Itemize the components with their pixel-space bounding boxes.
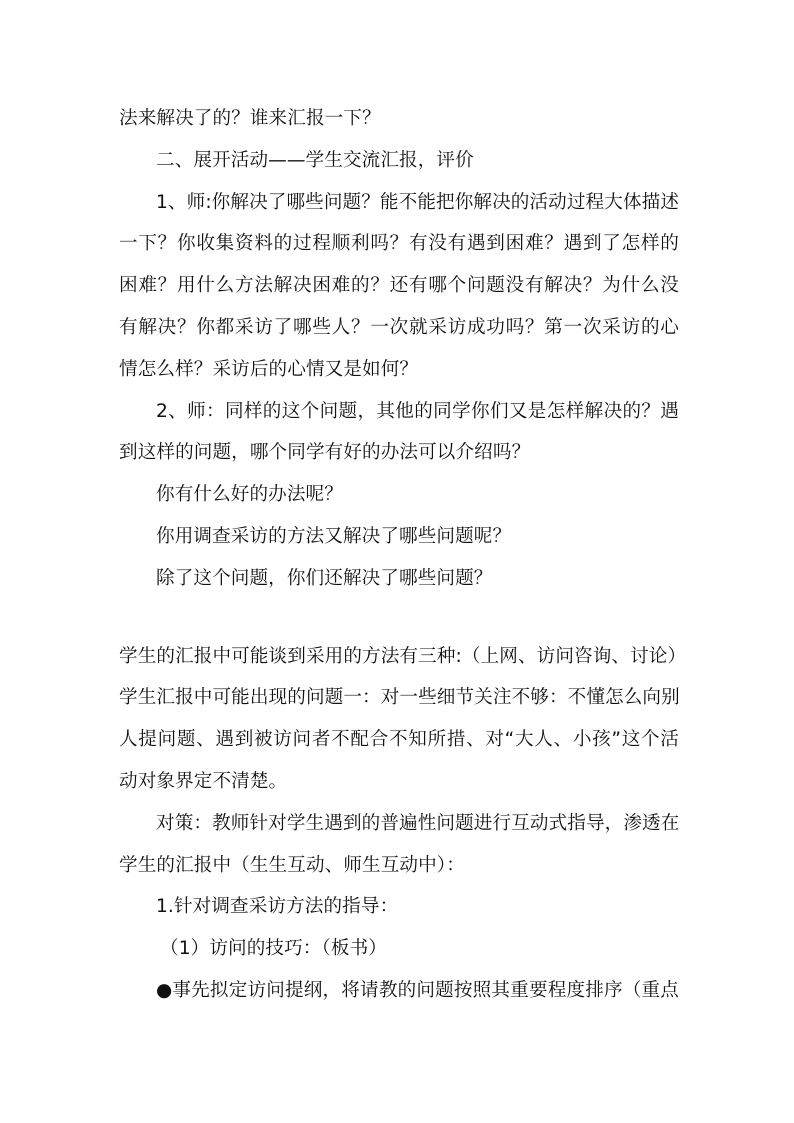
paragraph-line-4: 一下？你收集资料的过程顺利吗？有没有遇到困难？遇到了怎样的 bbox=[119, 233, 679, 255]
paragraph-line-17: 对策：教师针对学生遇到的普遍性问题进行互动式指导，渗透在 bbox=[156, 812, 680, 834]
question-line-1: 你有什么好的办法呢？ bbox=[156, 484, 343, 506]
paragraph-line-14: 学生汇报中可能出现的问题一：对一些细节关注不够：不懂怎么向别 bbox=[119, 687, 680, 709]
paragraph-line-3: 1、师:你解决了哪些问题？能不能把你解决的活动过程大体描述 bbox=[156, 191, 680, 213]
question-line-3: 除了这个问题，你们还解决了哪些问题？ bbox=[156, 567, 493, 589]
paragraph-line-6: 有解决？你都采访了哪些人？一次就采访成功吗？第一次采访的心 bbox=[119, 316, 679, 338]
bullet-line-1: ●事先拟定访问提纲，将请教的问题按照其重要程度排序（重点 bbox=[156, 979, 679, 1001]
paragraph-gap bbox=[119, 600, 679, 636]
subheading-1: 1.针对调查采访方法的指导： bbox=[156, 896, 399, 918]
document-body bbox=[119, 98, 687, 1012]
question-line-2: 你用调查采访的方法又解决了哪些问题呢？ bbox=[156, 525, 512, 547]
paragraph-line-18: 学生的汇报中（生生互动、师生互动中）： bbox=[119, 854, 465, 876]
paragraph-line-15: 人提问题、遇到被访问者不配合不知所措、对“大人、小孩”这个活 bbox=[119, 729, 679, 751]
paragraph-line-9: 到这样的问题，哪个同学有好的办法可以介绍吗？ bbox=[119, 442, 531, 464]
paragraph-line-13: 学生的汇报中可能谈到采用的方法有三种:（上网、访问咨询、讨论） bbox=[119, 645, 687, 667]
section-heading: 二、展开活动——学生交流汇报，评价 bbox=[156, 149, 474, 171]
paragraph-line-1: 法来解决了的？谁来汇报一下？ bbox=[119, 108, 381, 129]
paragraph-line-5: 困难？用什么方法解决困难的？还有哪个问题没有解决？为什么没 bbox=[119, 275, 679, 297]
subheading-1-1: （1）访问的技巧：（板书） bbox=[160, 938, 387, 960]
paragraph-line-7: 情怎么样？采访后的心情又是如何？ bbox=[119, 358, 419, 380]
paragraph-line-16: 动对象界定不清楚。 bbox=[119, 770, 288, 792]
paragraph-line-8: 2、师：同样的这个问题，其他的同学你们又是怎样解决的？遇 bbox=[156, 400, 679, 422]
